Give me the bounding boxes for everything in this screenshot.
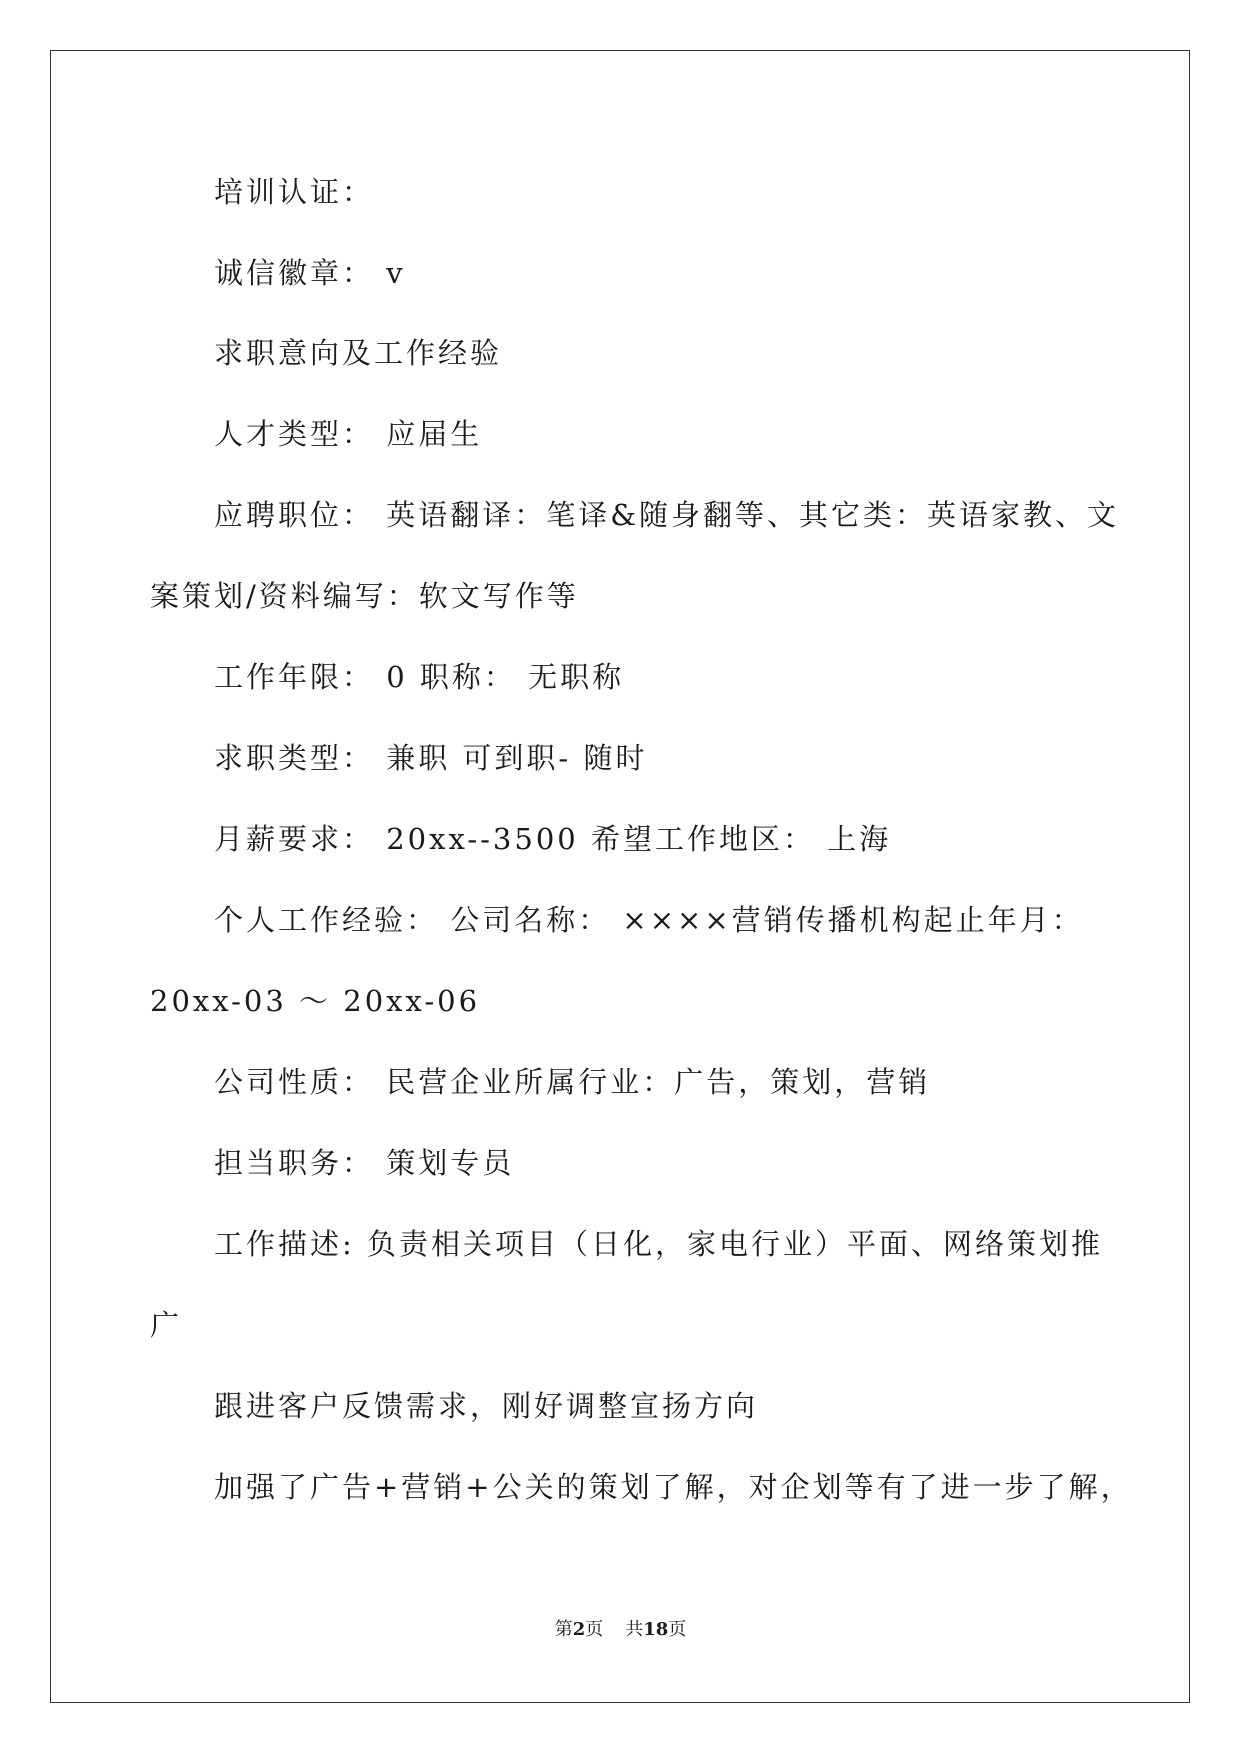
- section-heading: 求职意向及工作经验: [214, 336, 503, 370]
- text-line: 应聘职位： 英语翻译：笔译&随身翻等、其它类：英语家教、文: [214, 498, 1120, 532]
- text-line: 工作描述: 负责相关项目（日化，家电行业）平面、网络策划推: [214, 1227, 1103, 1261]
- page-border: [50, 50, 1190, 1703]
- text-line: 加强了广告+营销+公关的策划了解，对企划等有了进一步了解，: [214, 1470, 1133, 1504]
- text-line: 公司性质： 民营企业所属行业：广告，策划，营销: [214, 1065, 931, 1099]
- page-total: 18: [643, 1619, 669, 1640]
- text-line: 跟进客户反馈需求，刚好调整宣扬方向: [214, 1389, 759, 1423]
- text-line: 案策划/资料编写：软文写作等: [150, 579, 579, 613]
- total-suffix: 页: [668, 1619, 687, 1640]
- text-line: 月薪要求： 20xx--3500 希望工作地区： 上海: [214, 822, 892, 856]
- text-line: 诚信徽章： v: [214, 256, 406, 290]
- page-footer: [0, 1618, 1241, 1642]
- text-line: 广: [150, 1308, 183, 1342]
- page-number: 2: [572, 1619, 586, 1640]
- text-line: 人才类型： 应届生: [214, 417, 483, 451]
- text-line: 培训认证：: [214, 175, 375, 209]
- page-suffix: 页: [585, 1619, 604, 1640]
- text-line: 工作年限： 0 职称： 无职称: [214, 660, 625, 694]
- total-prefix: 共: [625, 1619, 644, 1640]
- text-line: 个人工作经验： 公司名称： ××××营销传播机构起止年月：: [214, 903, 1084, 937]
- text-line: 求职类型： 兼职 可到职- 随时: [214, 741, 648, 775]
- text-line: 担当职务： 策划专员: [214, 1146, 515, 1180]
- text-line: 20xx-03 ～ 20xx-06: [150, 984, 481, 1018]
- page-prefix: 第: [554, 1619, 573, 1640]
